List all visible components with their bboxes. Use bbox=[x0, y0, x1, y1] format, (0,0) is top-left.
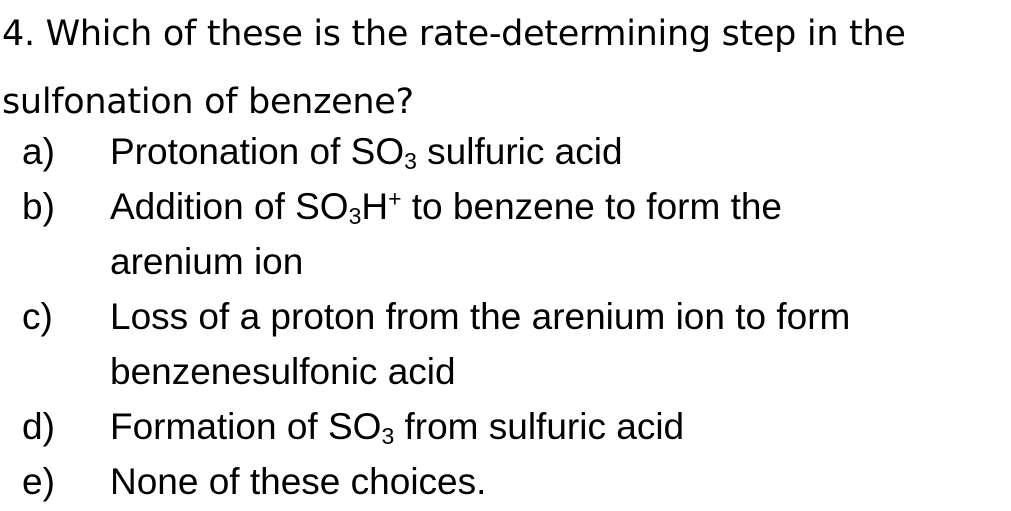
option-text-e bbox=[110, 454, 1011, 509]
option-b-superscript: + bbox=[388, 185, 402, 212]
option-a-subscript: 3 bbox=[404, 148, 417, 175]
option-b-text-1: Addition of SO bbox=[110, 186, 349, 227]
option-letter-e: e) bbox=[22, 461, 55, 502]
answer-options bbox=[0, 124, 1011, 509]
question-stem bbox=[2, 0, 1007, 136]
option-b-subscript: 3 bbox=[348, 203, 362, 230]
option-a-text-2: sulfuric acid bbox=[416, 131, 623, 172]
option-c[interactable] bbox=[0, 289, 1011, 399]
question-line-1: 4. Which of these is the rate-determining step in the bbox=[2, 14, 906, 54]
option-d-text-1: Formation of SO bbox=[110, 406, 382, 447]
question-line-2: sulfonation of benzene? bbox=[2, 82, 414, 122]
option-b-text-2: H bbox=[361, 186, 389, 227]
option-b[interactable] bbox=[0, 179, 1011, 289]
option-c-line-1: Loss of a proton from the arenium ion to form bbox=[110, 296, 851, 337]
option-text-c bbox=[110, 289, 1011, 399]
option-text-b bbox=[110, 179, 1011, 289]
option-d-line-1 bbox=[110, 399, 1011, 454]
option-letter-c: c) bbox=[22, 296, 53, 337]
option-b-line-1 bbox=[110, 179, 1011, 234]
option-d-subscript: 3 bbox=[381, 423, 395, 450]
option-text-d bbox=[110, 399, 1011, 454]
option-a-text-1: Protonation of SO bbox=[110, 131, 405, 172]
option-d-text-2: from sulfuric acid bbox=[394, 406, 685, 447]
option-e[interactable] bbox=[0, 454, 1011, 509]
option-letter-d: d) bbox=[22, 406, 55, 447]
option-a[interactable] bbox=[0, 124, 1011, 179]
option-d[interactable] bbox=[0, 399, 1011, 454]
option-b-line-2: arenium ion bbox=[110, 241, 304, 282]
option-b-text-3: to benzene to form the bbox=[401, 186, 783, 227]
option-letter-a: a) bbox=[22, 131, 55, 172]
option-a-line-1 bbox=[110, 124, 1011, 179]
option-c-line-2: benzenesulfonic acid bbox=[110, 351, 456, 392]
option-letter-b: b) bbox=[22, 186, 55, 227]
option-e-line-1: None of these choices. bbox=[110, 461, 487, 502]
option-text-a bbox=[110, 124, 1011, 179]
